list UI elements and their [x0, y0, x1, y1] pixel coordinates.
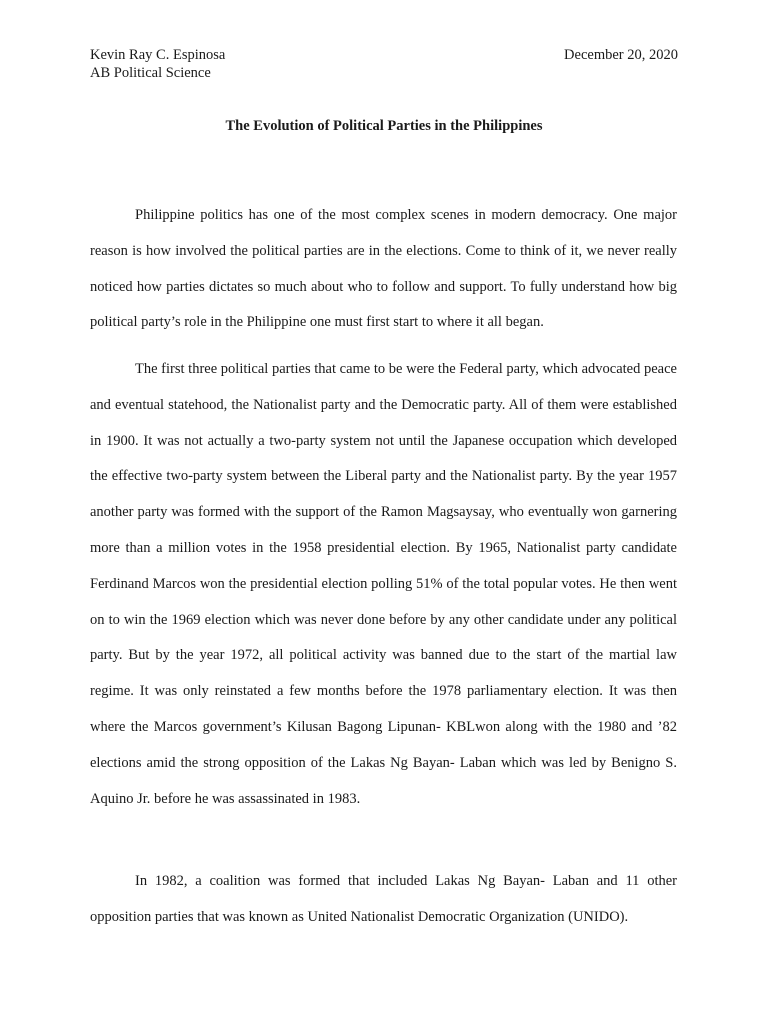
paragraph-1: Philippine politics has one of the most complex scenes in modern democracy. One major reason is how involved the political parties are in the elections. Come to think of it, we never really noticed how parties dictates so much about who to follow and support. To fully understand how big political party’s role in the Philippine one must first start to where it all began.: [90, 207, 677, 331]
document-date: December 20, 2020: [564, 47, 678, 63]
header-line-2: [90, 64, 678, 82]
paragraph-3: In 1982, a coalition was formed that included Lakas Ng Bayan- Laban and 11 other opposition parties that was known as United Nationalist Democratic Organization (UNIDO).: [90, 873, 677, 925]
course-name: AB Political Science: [90, 65, 211, 81]
author-name: Kevin Ray C. Espinosa: [90, 47, 226, 63]
document-title: The Evolution of Political Parties in the Philippines: [225, 118, 543, 134]
paragraph-2: The first three political parties that came to be were the Federal party, which advocated peace and eventual statehood, the Nationalist party and the Democratic party. All of them were established in 1900. It was not actually a two-party system not until the Japanese occupation which developed the effective two-party system between the Liberal party and the Nationalist party. By the year 1957 another party was formed with the support of the Ramon Magsaysay, who eventually won garnering more than a million votes in the 1958 presidential election. By 1965, Nationalist party candidate Ferdinand Marcos won the presidential election polling 51% of the total popular votes. He then went on to win the 1969 election which was never done before by any other candidate under any political party. But by the year 1972, all political activity was banned due to the start of the martial law regime. It was only reinstated a few months before the 1978 parliamentary election. It was then where the Marcos government’s Kilusan Bagong Lipunan- KBLwon along with the 1980 and ’82 elections amid the strong opposition of the Lakas Ng Bayan- Laban which was led by Benigno S. Aquino Jr. before he was assassinated in 1983.: [90, 361, 677, 807]
header-line-1: [90, 46, 678, 64]
